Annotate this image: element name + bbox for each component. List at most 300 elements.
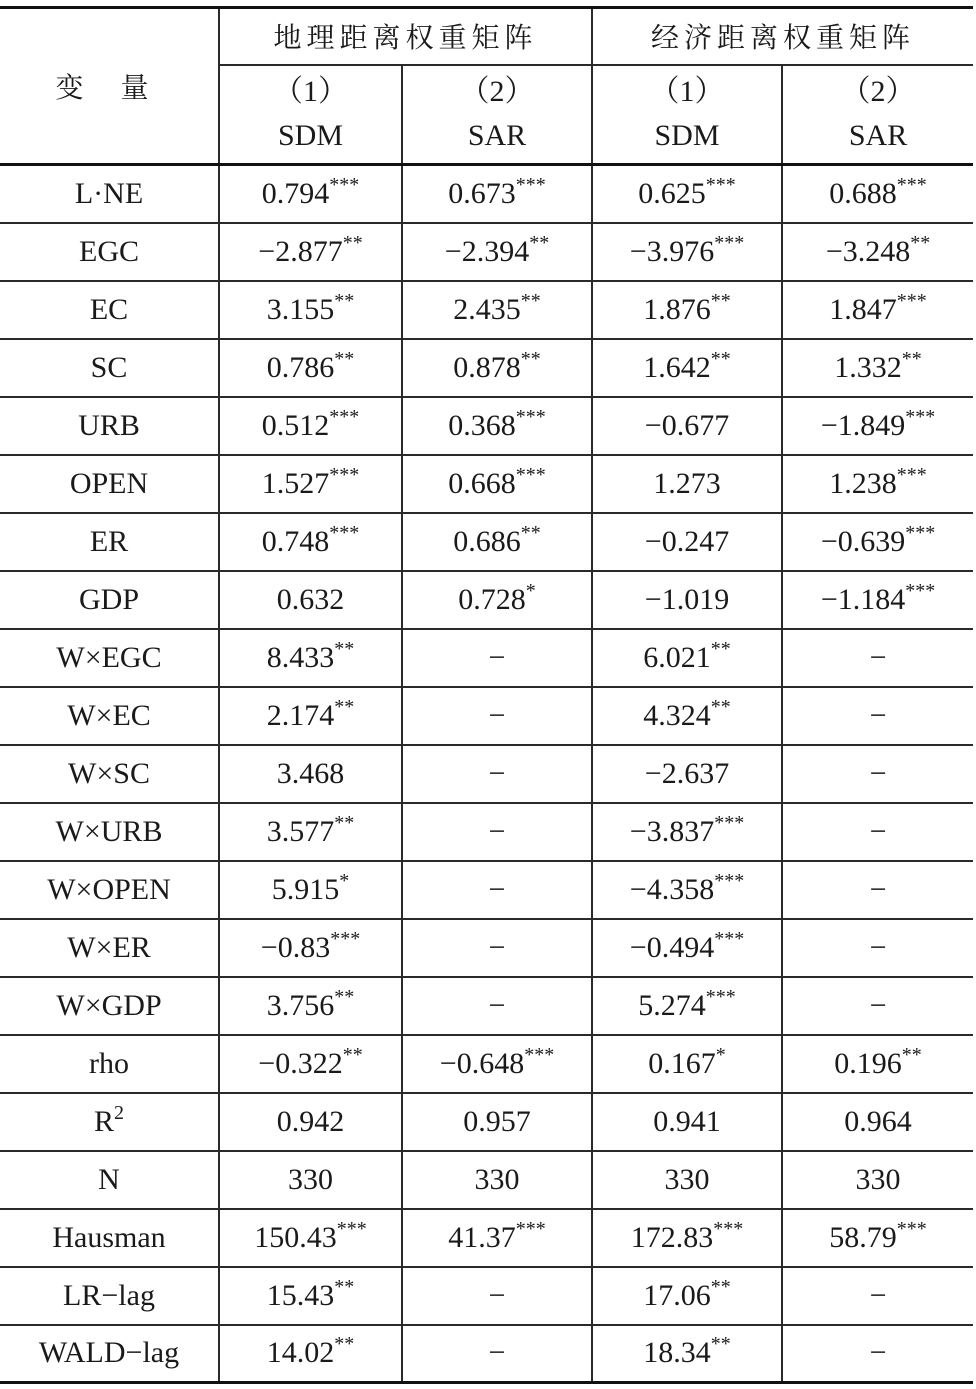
significance-stars: * xyxy=(715,1043,726,1066)
table-row xyxy=(0,1151,973,1209)
significance-stars: *** xyxy=(515,463,546,486)
significance-stars: ** xyxy=(710,347,731,370)
coefficient-cell xyxy=(402,339,592,397)
row-variable-label xyxy=(0,919,219,977)
significance-stars: ** xyxy=(910,231,931,254)
coefficient-value: 8.433 xyxy=(266,640,335,674)
coefficient-cell xyxy=(782,1209,973,1267)
coefficient-value: −0.322 xyxy=(258,1046,343,1080)
significance-stars: ** xyxy=(334,985,355,1008)
coefficient-cell xyxy=(782,803,973,861)
coefficient-value: −0.83 xyxy=(260,930,331,964)
coefficient-value: 0.167 xyxy=(648,1046,716,1080)
coefficient-value: 2.174 xyxy=(266,698,335,732)
coefficient-cell xyxy=(219,165,402,223)
row-variable-label xyxy=(0,165,219,223)
coefficient-value: − xyxy=(869,1278,887,1312)
coefficient-cell xyxy=(592,977,782,1035)
coefficient-value: 330 xyxy=(664,1162,710,1196)
table-row xyxy=(0,687,973,745)
coefficient-cell xyxy=(219,803,402,861)
coefficient-cell xyxy=(402,455,592,513)
coefficient-cell xyxy=(402,165,592,223)
coefficient-cell xyxy=(402,1267,592,1325)
coefficient-cell xyxy=(782,165,973,223)
coefficient-cell xyxy=(782,1267,973,1325)
coefficient-value: −0.648 xyxy=(439,1046,525,1080)
coefficient-value: 0.368 xyxy=(448,408,516,442)
coefficient-cell xyxy=(219,1209,402,1267)
coefficient-value: 0.668 xyxy=(448,466,516,500)
coefficient-value: 330 xyxy=(474,1162,520,1196)
coefficient-cell xyxy=(219,977,402,1035)
significance-stars: ** xyxy=(334,1333,355,1356)
row-variable-label xyxy=(0,339,219,397)
coefficient-value: 330 xyxy=(855,1162,901,1196)
table-row xyxy=(0,1325,973,1383)
coefficient-cell xyxy=(402,1093,592,1151)
row-variable-label xyxy=(0,1209,219,1267)
coefficient-value: − xyxy=(869,698,887,732)
significance-stars: *** xyxy=(714,869,745,892)
table-row xyxy=(0,571,973,629)
row-variable-label xyxy=(0,745,219,803)
coefficient-value: 5.274 xyxy=(638,988,706,1022)
significance-stars: ** xyxy=(520,521,541,544)
coefficient-value: −3.976 xyxy=(629,234,715,268)
coefficient-cell xyxy=(219,455,402,513)
table-row xyxy=(0,223,973,281)
coefficient-cell xyxy=(592,281,782,339)
coefficient-cell xyxy=(592,1267,782,1325)
coefficient-value: 0.632 xyxy=(276,582,345,616)
coefficient-value: −0.639 xyxy=(820,524,906,558)
variable-name: R xyxy=(93,1104,114,1138)
coefficient-cell xyxy=(782,1325,973,1383)
coefficient-cell xyxy=(592,571,782,629)
model-number: （1） xyxy=(273,75,348,109)
coefficient-cell xyxy=(219,513,402,571)
coefficient-cell xyxy=(782,397,973,455)
coefficient-cell xyxy=(782,919,973,977)
coefficient-value: −3.837 xyxy=(629,814,715,848)
table-row xyxy=(0,745,973,803)
coefficient-cell xyxy=(592,745,782,803)
coefficient-value: −0.494 xyxy=(629,930,715,964)
variable-name: SC xyxy=(90,350,128,384)
coefficient-cell xyxy=(402,1151,592,1209)
variable-name: ER xyxy=(89,524,129,558)
row-variable-label xyxy=(0,281,219,339)
coefficient-cell xyxy=(219,629,402,687)
coefficient-cell xyxy=(782,223,973,281)
coefficient-value: − xyxy=(488,1336,506,1370)
significance-stars: ** xyxy=(710,1275,731,1298)
significance-stars: ** xyxy=(520,347,541,370)
significance-stars: * xyxy=(525,579,536,602)
variable-name: N xyxy=(98,1162,120,1196)
coefficient-cell xyxy=(402,687,592,745)
coefficient-value: 0.941 xyxy=(653,1104,721,1138)
coefficient-value: 0.688 xyxy=(829,176,897,210)
coefficient-cell xyxy=(592,223,782,281)
significance-stars: ** xyxy=(710,289,731,312)
coefficient-cell xyxy=(782,1151,973,1209)
coefficient-cell xyxy=(782,571,973,629)
significance-stars: *** xyxy=(515,1217,546,1240)
coefficient-value: 41.37 xyxy=(448,1220,516,1254)
variable-name: rho xyxy=(89,1046,129,1080)
coefficient-value: − xyxy=(488,930,506,964)
coefficient-cell xyxy=(782,629,973,687)
coefficient-cell xyxy=(782,687,973,745)
coefficient-cell xyxy=(782,455,973,513)
significance-stars: *** xyxy=(714,811,745,834)
coefficient-value: 0.786 xyxy=(266,350,335,384)
variable-name: EGC xyxy=(79,234,139,268)
significance-stars: *** xyxy=(524,1043,555,1066)
row-variable-label xyxy=(0,223,219,281)
coefficient-value: − xyxy=(869,872,887,906)
significance-stars: ** xyxy=(334,811,355,834)
table-body xyxy=(0,165,973,1383)
coefficient-cell xyxy=(592,919,782,977)
coefficient-value: −1.849 xyxy=(820,408,906,442)
coefficient-cell xyxy=(219,1325,402,1383)
coefficient-value: − xyxy=(488,872,506,906)
significance-stars: ** xyxy=(342,231,363,254)
variable-name: W×GDP xyxy=(56,988,162,1022)
coefficient-cell xyxy=(402,629,592,687)
significance-stars: ** xyxy=(710,637,731,660)
coefficient-value: 6.021 xyxy=(643,640,711,674)
coefficient-cell xyxy=(592,1325,782,1383)
coefficient-value: −1.184 xyxy=(820,582,906,616)
coefficient-value: − xyxy=(488,756,506,790)
variable-superscript: 2 xyxy=(114,1101,124,1124)
coefficient-cell xyxy=(219,339,402,397)
coefficient-cell xyxy=(219,1267,402,1325)
coefficient-value: 0.686 xyxy=(453,524,521,558)
row-variable-label xyxy=(0,1093,219,1151)
table-row xyxy=(0,919,973,977)
significance-stars: *** xyxy=(705,985,736,1008)
coefficient-value: 0.794 xyxy=(261,176,330,210)
coefficient-value: 3.756 xyxy=(266,988,335,1022)
variable-name: LR−lag xyxy=(63,1278,155,1312)
coefficient-value: 3.468 xyxy=(276,756,345,790)
coefficient-cell xyxy=(402,281,592,339)
model-type: SDM xyxy=(654,119,720,153)
significance-stars: *** xyxy=(896,173,927,196)
coefficient-cell xyxy=(402,919,592,977)
row-variable-label xyxy=(0,687,219,745)
coefficient-value: −1.019 xyxy=(644,582,730,616)
significance-stars: ** xyxy=(901,347,922,370)
coefficient-cell xyxy=(592,455,782,513)
geographic-matrix-header: 地理距离权重矩阵 xyxy=(219,8,592,65)
table-row xyxy=(0,1035,973,1093)
coefficient-value: 0.942 xyxy=(276,1104,345,1138)
coefficient-value: 0.728 xyxy=(458,582,526,616)
coefficient-cell xyxy=(219,281,402,339)
significance-stars: *** xyxy=(336,1217,367,1240)
variable-name: GDP xyxy=(78,582,139,616)
variable-name: W×SC xyxy=(68,756,150,790)
model-type: SAR xyxy=(467,119,527,153)
coefficient-cell xyxy=(402,803,592,861)
variable-name: WALD−lag xyxy=(38,1336,180,1370)
coefficient-value: 0.625 xyxy=(638,176,706,210)
coefficient-cell xyxy=(782,513,973,571)
row-variable-label xyxy=(0,571,219,629)
economic-matrix-header: 经济距离权重矩阵 xyxy=(592,8,973,65)
significance-stars: ** xyxy=(520,289,541,312)
model-subheader xyxy=(219,65,402,165)
coefficient-cell xyxy=(219,397,402,455)
coefficient-cell xyxy=(402,397,592,455)
significance-stars: *** xyxy=(896,463,927,486)
coefficient-cell xyxy=(782,745,973,803)
coefficient-cell xyxy=(782,861,973,919)
significance-stars: *** xyxy=(705,173,736,196)
significance-stars: *** xyxy=(714,927,745,950)
coefficient-value: 3.577 xyxy=(266,814,335,848)
coefficient-cell xyxy=(402,977,592,1035)
row-variable-label xyxy=(0,861,219,919)
coefficient-value: 1.273 xyxy=(653,466,721,500)
coefficient-cell xyxy=(592,861,782,919)
coefficient-cell xyxy=(782,1093,973,1151)
coefficient-value: − xyxy=(488,814,506,848)
significance-stars: *** xyxy=(896,289,927,312)
significance-stars: ** xyxy=(334,695,355,718)
table-row xyxy=(0,455,973,513)
coefficient-cell xyxy=(402,1035,592,1093)
coefficient-cell xyxy=(782,977,973,1035)
table-row xyxy=(0,977,973,1035)
significance-stars: ** xyxy=(901,1043,922,1066)
significance-stars: ** xyxy=(529,231,550,254)
coefficient-value: 0.196 xyxy=(834,1046,902,1080)
coefficient-value: − xyxy=(869,1336,887,1370)
table-row xyxy=(0,629,973,687)
coefficient-cell xyxy=(782,1035,973,1093)
variable-name: W×EGC xyxy=(56,640,162,674)
significance-stars: *** xyxy=(329,521,360,544)
table-row xyxy=(0,397,973,455)
regression-results-table xyxy=(0,6,973,1384)
coefficient-value: 5.915 xyxy=(271,872,340,906)
row-variable-label xyxy=(0,1151,219,1209)
table-row xyxy=(0,339,973,397)
significance-stars: ** xyxy=(334,347,355,370)
coefficient-value: 1.847 xyxy=(829,292,897,326)
significance-stars: ** xyxy=(334,637,355,660)
coefficient-cell xyxy=(592,687,782,745)
coefficient-value: − xyxy=(488,640,506,674)
coefficient-cell xyxy=(219,223,402,281)
significance-stars: *** xyxy=(905,405,936,428)
table-row xyxy=(0,513,973,571)
coefficient-cell xyxy=(402,861,592,919)
coefficient-cell xyxy=(592,803,782,861)
coefficient-value: − xyxy=(869,640,887,674)
coefficient-cell xyxy=(219,687,402,745)
coefficient-value: 18.34 xyxy=(643,1336,711,1370)
coefficient-cell xyxy=(592,165,782,223)
coefficient-value: 330 xyxy=(288,1162,333,1196)
significance-stars: *** xyxy=(896,1217,927,1240)
coefficient-value: − xyxy=(488,1278,506,1312)
coefficient-value: 17.06 xyxy=(643,1278,711,1312)
coefficient-value: 0.673 xyxy=(448,176,516,210)
model-type: SAR xyxy=(848,119,908,153)
coefficient-cell xyxy=(592,1093,782,1151)
significance-stars: *** xyxy=(714,231,745,254)
coefficient-value: − xyxy=(869,988,887,1022)
significance-stars: ** xyxy=(710,695,731,718)
coefficient-cell xyxy=(219,919,402,977)
variable-name: URB xyxy=(78,408,140,442)
coefficient-value: 0.748 xyxy=(261,524,330,558)
coefficient-cell xyxy=(402,513,592,571)
coefficient-cell xyxy=(402,745,592,803)
table-row xyxy=(0,861,973,919)
coefficient-value: −0.677 xyxy=(644,408,730,442)
coefficient-value: −2.877 xyxy=(258,234,343,268)
row-variable-label xyxy=(0,803,219,861)
coefficient-value: −3.248 xyxy=(825,234,911,268)
coefficient-cell xyxy=(592,1151,782,1209)
coefficient-cell xyxy=(592,397,782,455)
row-variable-label xyxy=(0,977,219,1035)
coefficient-cell xyxy=(782,339,973,397)
coefficient-value: 3.155 xyxy=(266,292,335,326)
coefficient-cell xyxy=(402,1325,592,1383)
coefficient-value: 0.964 xyxy=(844,1104,912,1138)
row-variable-label xyxy=(0,1267,219,1325)
variable-name: Hausman xyxy=(52,1220,166,1254)
coefficient-value: −4.358 xyxy=(629,872,715,906)
coefficient-value: 1.238 xyxy=(829,466,897,500)
coefficient-value: 1.642 xyxy=(643,350,711,384)
row-variable-label xyxy=(0,1035,219,1093)
coefficient-value: 1.876 xyxy=(643,292,711,326)
coefficient-cell xyxy=(402,223,592,281)
table-row xyxy=(0,1209,973,1267)
row-variable-label xyxy=(0,513,219,571)
coefficient-value: 0.957 xyxy=(463,1104,531,1138)
coefficient-value: −2.394 xyxy=(444,234,530,268)
variable-name: OPEN xyxy=(69,466,149,500)
significance-stars: *** xyxy=(515,405,546,428)
model-subheader xyxy=(402,65,592,165)
coefficient-value: −0.247 xyxy=(644,524,730,558)
table-row xyxy=(0,1093,973,1151)
model-subheader xyxy=(592,65,782,165)
coefficient-value: 2.435 xyxy=(453,292,521,326)
coefficient-cell xyxy=(219,1093,402,1151)
variable-name: L·NE xyxy=(74,176,144,210)
significance-stars: ** xyxy=(334,1275,355,1298)
coefficient-value: − xyxy=(869,756,887,790)
coefficient-cell xyxy=(592,339,782,397)
coefficient-value: 172.83 xyxy=(630,1220,714,1254)
model-number: （1） xyxy=(649,75,725,109)
coefficient-cell xyxy=(219,861,402,919)
coefficient-value: − xyxy=(869,814,887,848)
coefficient-value: −2.637 xyxy=(644,756,730,790)
model-number: （2） xyxy=(459,75,535,109)
significance-stars: *** xyxy=(330,927,361,950)
coefficient-value: 0.878 xyxy=(453,350,521,384)
significance-stars: ** xyxy=(342,1043,363,1066)
model-subheader xyxy=(782,65,973,165)
coefficient-cell xyxy=(592,513,782,571)
significance-stars: *** xyxy=(905,579,936,602)
significance-stars: ** xyxy=(710,1333,731,1356)
row-variable-label xyxy=(0,1325,219,1383)
table-row xyxy=(0,803,973,861)
variable-name: W×EC xyxy=(67,698,151,732)
significance-stars: *** xyxy=(329,405,360,428)
coefficient-value: − xyxy=(488,698,506,732)
coefficient-cell xyxy=(592,1035,782,1093)
row-variable-label xyxy=(0,455,219,513)
coefficient-cell xyxy=(219,571,402,629)
coefficient-value: − xyxy=(488,988,506,1022)
coefficient-cell xyxy=(402,571,592,629)
row-variable-label xyxy=(0,629,219,687)
table-row xyxy=(0,1267,973,1325)
coefficient-value: 14.02 xyxy=(266,1336,335,1370)
coefficient-cell xyxy=(219,1151,402,1209)
significance-stars: *** xyxy=(713,1217,744,1240)
coefficient-value: 1.332 xyxy=(834,350,902,384)
coefficient-cell xyxy=(219,745,402,803)
significance-stars: *** xyxy=(329,173,360,196)
coefficient-cell xyxy=(782,281,973,339)
coefficient-value: 15.43 xyxy=(266,1278,335,1312)
significance-stars: *** xyxy=(905,521,936,544)
coefficient-cell xyxy=(592,1209,782,1267)
coefficient-cell xyxy=(592,629,782,687)
significance-stars: *** xyxy=(515,173,546,196)
model-type: SDM xyxy=(277,119,344,153)
variable-name: W×ER xyxy=(67,930,151,964)
variable-column-header: 变 量 xyxy=(0,8,219,165)
coefficient-cell xyxy=(219,1035,402,1093)
coefficient-cell xyxy=(402,1209,592,1267)
significance-stars: *** xyxy=(329,463,360,486)
coefficient-value: − xyxy=(869,930,887,964)
coefficient-value: 0.512 xyxy=(261,408,330,442)
coefficient-value: 1.527 xyxy=(261,466,330,500)
model-number: （2） xyxy=(840,75,916,109)
variable-name: W×URB xyxy=(55,814,163,848)
variable-name: EC xyxy=(89,292,129,326)
coefficient-value: 58.79 xyxy=(829,1220,897,1254)
significance-stars: ** xyxy=(334,289,355,312)
significance-stars: * xyxy=(339,869,350,892)
table-row xyxy=(0,165,973,223)
row-variable-label xyxy=(0,397,219,455)
table-row xyxy=(0,281,973,339)
variable-name: W×OPEN xyxy=(47,872,171,906)
coefficient-value: 4.324 xyxy=(643,698,711,732)
coefficient-value: 150.43 xyxy=(254,1220,337,1254)
